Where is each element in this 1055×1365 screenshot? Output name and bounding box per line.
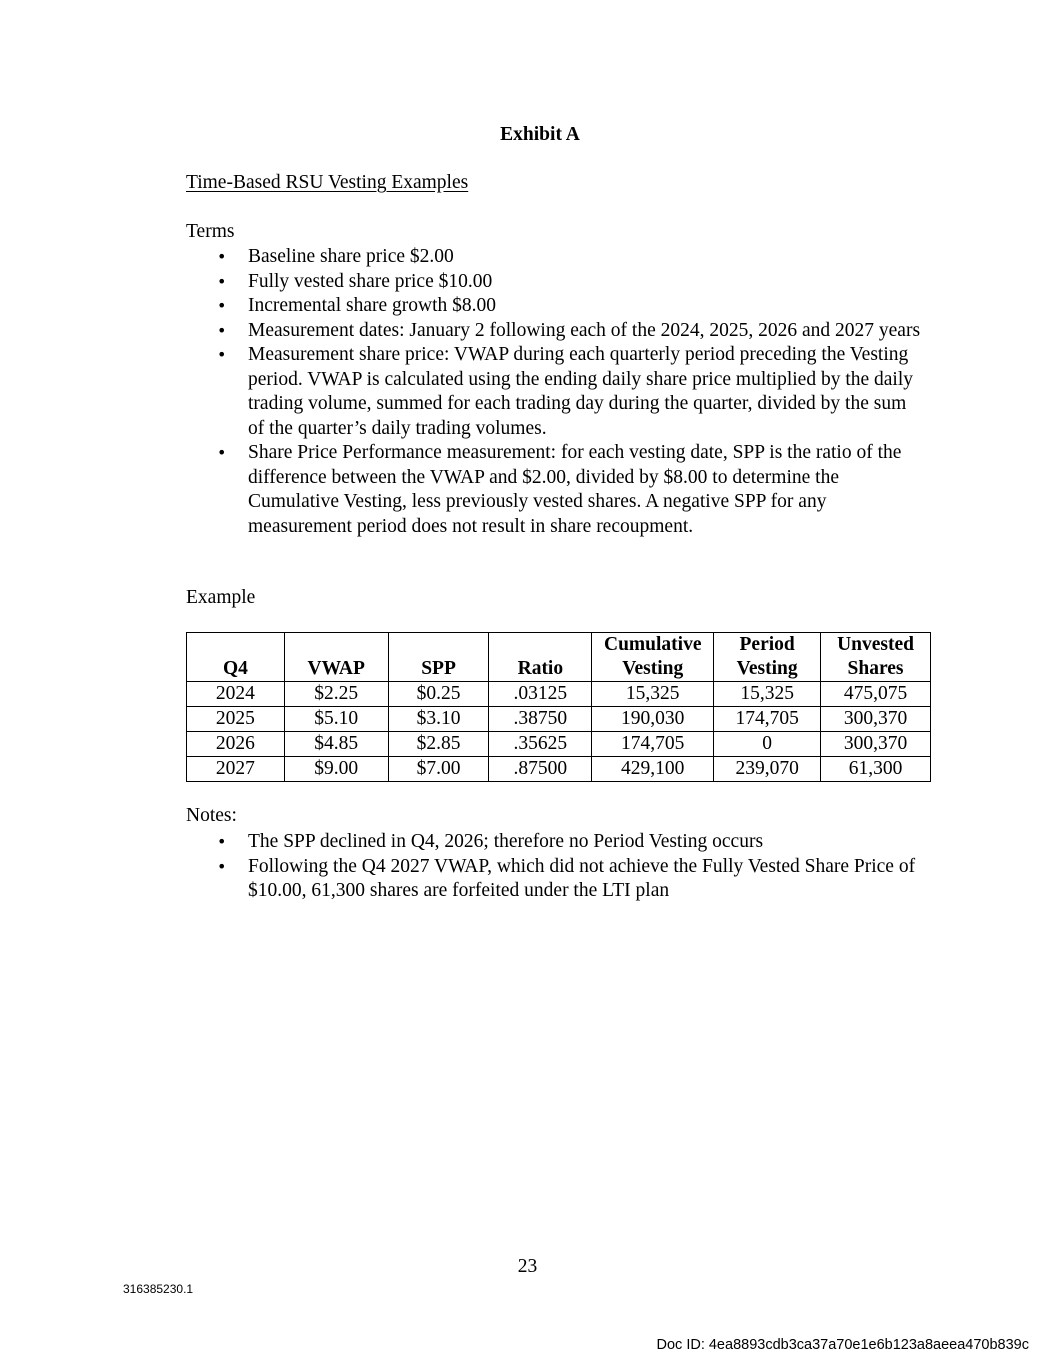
column-header-cumulative-vesting: Cumulative Vesting	[592, 633, 714, 682]
bullet-icon: •	[217, 443, 227, 462]
table-cell: $7.00	[388, 757, 489, 782]
notes-item	[186, 855, 926, 904]
notes-item	[186, 830, 926, 855]
table-cell: $4.85	[284, 732, 388, 757]
notes-list	[186, 830, 926, 904]
table-cell: 300,370	[821, 707, 931, 732]
bullet-icon: •	[217, 832, 227, 851]
table-cell: 174,705	[592, 732, 714, 757]
table-cell: $0.25	[388, 682, 489, 707]
table-cell: 2024	[187, 682, 285, 707]
table-cell: 15,325	[714, 682, 821, 707]
table-row	[187, 707, 931, 732]
terms-list	[186, 245, 926, 539]
section-heading: Time-Based RSU Vesting Examples	[186, 172, 469, 193]
table-cell: 239,070	[714, 757, 821, 782]
terms-item	[186, 245, 926, 270]
terms-item-text: Incremental share growth $8.00	[248, 295, 496, 316]
bullet-icon: •	[217, 247, 227, 266]
vesting-table	[186, 632, 931, 782]
page-number: 23	[517, 1256, 538, 1277]
exhibit-title: Exhibit A	[500, 124, 580, 145]
document-id: Doc ID: 4ea8893cdb3ca37a70e1e6b123a8aeea470b839c	[656, 1337, 1029, 1353]
terms-item-text: Measurement dates: January 2 following each of the 2024, 2025, 2026 and 2027 years	[248, 319, 921, 341]
table-cell: $2.25	[284, 682, 388, 707]
table-cell: $3.10	[388, 707, 489, 732]
notes-item-text: The SPP declined in Q4, 2026; therefore no Period Vesting occurs	[248, 831, 764, 852]
column-header-period-vesting: Period Vesting	[714, 633, 821, 682]
table-cell: $9.00	[284, 757, 388, 782]
notes-label: Notes:	[186, 805, 237, 826]
table-row	[187, 732, 931, 757]
table-cell: 429,100	[592, 757, 714, 782]
table-cell: 2025	[187, 707, 285, 732]
table-cell: 174,705	[714, 707, 821, 732]
bullet-icon: •	[217, 296, 227, 315]
notes-item-text: Following the Q4 2027 VWAP, which did not achieve the Fully Vested Share Price of $10.00, 61,300 shares are forfeited under the LTI plan	[248, 855, 916, 901]
terms-item	[186, 294, 926, 319]
terms-item	[186, 343, 926, 441]
bullet-icon: •	[217, 271, 227, 291]
table-row	[187, 757, 931, 782]
table-cell: .03125	[489, 682, 592, 707]
table-cell: 61,300	[821, 757, 931, 782]
column-header-vwap: VWAP	[284, 633, 388, 682]
column-header-q4: Q4	[187, 633, 285, 682]
example-label: Example	[186, 587, 256, 608]
table-cell: 2027	[187, 757, 285, 782]
table-cell: 2026	[187, 732, 285, 757]
bullet-icon: •	[217, 856, 227, 876]
table-cell: $2.85	[388, 732, 489, 757]
table-cell: 0	[714, 732, 821, 757]
table-cell: 300,370	[821, 732, 931, 757]
document-code: 316385230.1	[123, 1282, 194, 1296]
terms-item-text: Measurement share price: VWAP during each quarterly period preceding the Vesting period. VWAP is calculated using the ending daily share price multiplied by the daily trading volume, summed for each trading day during the quarter, divided by the sum of the quarter’s daily trading volumes.	[248, 344, 914, 439]
terms-item-text: Share Price Performance measurement: for each vesting date, SPP is the ratio of the difference between the VWAP and $2.00, divided by $8.00 to determine the Cumulative Vesting, less previously vested shares. A negative SPP for any measurement period does not result in share recoupment.	[248, 442, 902, 537]
bullet-icon: •	[217, 345, 227, 364]
table-row	[187, 682, 931, 707]
table-cell: 475,075	[821, 682, 931, 707]
table-cell: .38750	[489, 707, 592, 732]
bullet-icon: •	[217, 320, 227, 340]
column-header-ratio: Ratio	[489, 633, 592, 682]
column-header-unvested-shares: Unvested Shares	[821, 633, 931, 682]
table-cell: $5.10	[284, 707, 388, 732]
column-header-spp: SPP	[388, 633, 489, 682]
table-cell: .87500	[489, 757, 592, 782]
terms-item	[186, 441, 926, 539]
terms-item	[186, 270, 926, 295]
terms-item-text: Baseline share price $2.00	[248, 246, 454, 267]
terms-item	[186, 319, 926, 344]
terms-item-text: Fully vested share price $10.00	[248, 270, 493, 292]
table-cell: .35625	[489, 732, 592, 757]
table-cell: 190,030	[592, 707, 714, 732]
table-header-row	[187, 633, 931, 682]
table-cell: 15,325	[592, 682, 714, 707]
terms-label: Terms	[186, 221, 235, 242]
